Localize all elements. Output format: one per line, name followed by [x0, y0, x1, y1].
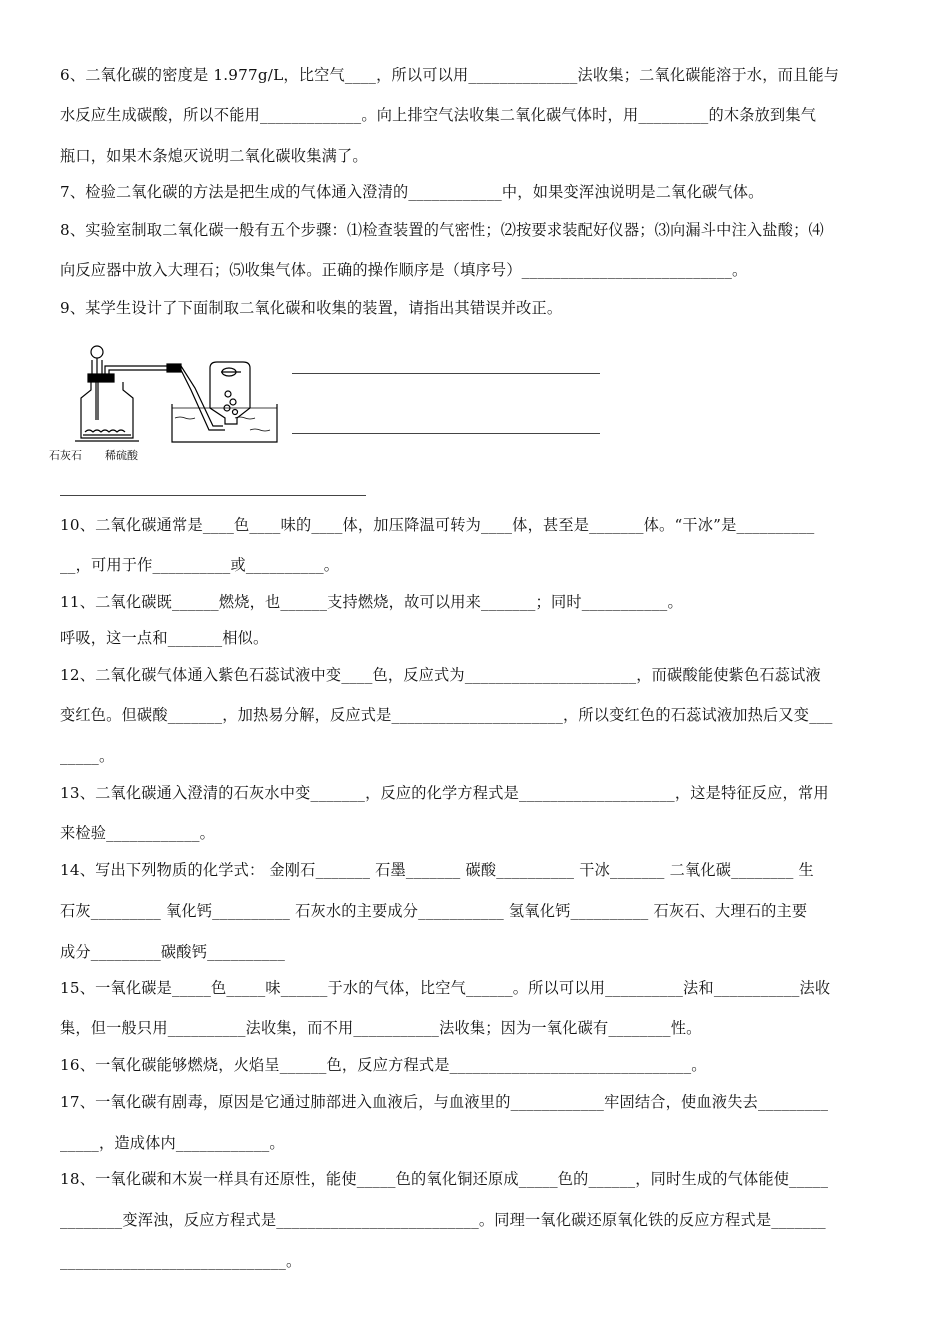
dilute-sulfuric-acid-label: 稀硫酸: [105, 449, 138, 462]
q18-line-2: ________变浑浊，反应方程式是__________________________。同理一氧化碳还原氧化铁的反应方程式是_______: [60, 1211, 826, 1229]
q14-line-1: 14、写出下列物质的化学式： 金刚石_______ 石墨_______ 碳酸__________ 干冰_______ 二氧化碳________ 生: [60, 861, 814, 879]
q9-answer-line-3[interactable]: [60, 495, 366, 496]
q9-answer-line-2[interactable]: [292, 433, 600, 434]
q17-line-1: 17、一氧化碳有剧毒，原因是它通过肺部进入血液后，与血液里的____________牢固结合，使血液失去_________: [60, 1093, 829, 1111]
q16-line: 16、一氧化碳能够燃烧，火焰呈______色，反应方程式是_______________________________。: [60, 1056, 707, 1074]
q18-line-1: 18、一氧化碳和木炭一样具有还原性，能使_____色的氧化铜还原成_____色的______，同时生成的气体能使_____: [60, 1170, 829, 1188]
q11-line-2: 呼吸，这一点和_______相似。: [60, 629, 269, 647]
q8-line-1: 8、实验室制取二氧化碳一般有五个步骤：⑴检查装置的气密性；⑵按要求装配好仪器；⑶向漏斗中注入盐酸；⑷: [60, 221, 824, 239]
q8-line-2: 向反应器中放入大理石；⑸收集气体。正确的操作顺序是（填序号）___________________________。: [60, 261, 748, 279]
q14-line-3: 成分_________碳酸钙__________: [60, 943, 286, 961]
q7-line: 7、检验二氧化碳的方法是把生成的气体通入澄清的____________中，如果变浑浊说明是二氧化碳气体。: [60, 183, 764, 201]
q15-line-2: 集，但一般只用__________法收集，而不用___________法收集；因为一氧化碳有________性。: [60, 1019, 702, 1037]
q11-line-1: 11、二氧化碳既______燃烧，也______支持燃烧，故可以用来_______；同时___________。: [60, 593, 683, 611]
q12-line-3: _____。: [60, 747, 115, 765]
q6-line-2: 水反应生成碳酸，所以不能用_____________。向上排空气法收集二氧化碳气体时，用_________的木条放到集气: [60, 106, 817, 124]
q13-line-2: 来检验____________。: [60, 824, 216, 842]
q12-line-2: 变红色。但碳酸_______，加热易分解，反应式是______________________，所以变红色的石蕊试液加热后又变___: [60, 706, 833, 724]
q12-line-1: 12、二氧化碳气体通入紫色石蕊试液中变____色，反应式为______________________，而碳酸能使紫色石蕊试液: [60, 666, 821, 684]
limestone-label: 石灰石: [49, 449, 82, 462]
q18-line-3: _____________________________。: [60, 1252, 302, 1270]
q15-line-1: 15、一氧化碳是_____色_____味______于水的气体，比空气______。所以可以用__________法和___________法收: [60, 979, 831, 997]
q10-line-2: __，可用于作__________或__________。: [60, 556, 340, 574]
q10-line-1: 10、二氧化碳通常是____色____味的____体，加压降温可转为____体，甚至是_______体。“干冰”是__________: [60, 516, 815, 534]
q6-line-1: 6、二氧化碳的密度是 1.977g/L，比空气____，所以可以用______________法收集；二氧化碳能溶于水，而且能与: [60, 66, 840, 84]
q17-line-2: _____，造成体内____________。: [60, 1134, 285, 1152]
q13-line-1: 13、二氧化碳通入澄清的石灰水中变_______，反应的化学方程式是____________________，这是特征反应，常用: [60, 784, 829, 802]
q14-line-2: 石灰_________ 氧化钙__________ 石灰水的主要成分___________ 氢氧化钙__________ 石灰石、大理石的主要: [60, 902, 808, 920]
co2-apparatus-diagram: [45, 338, 280, 468]
q9-line: 9、某学生设计了下面制取二氧化碳和收集的装置，请指出其错误并改正。: [60, 299, 563, 317]
q6-line-3: 瓶口，如果木条熄灭说明二氧化碳收集满了。: [60, 147, 368, 165]
q9-answer-line-1[interactable]: [292, 373, 600, 374]
apparatus-drawing: [45, 338, 280, 448]
